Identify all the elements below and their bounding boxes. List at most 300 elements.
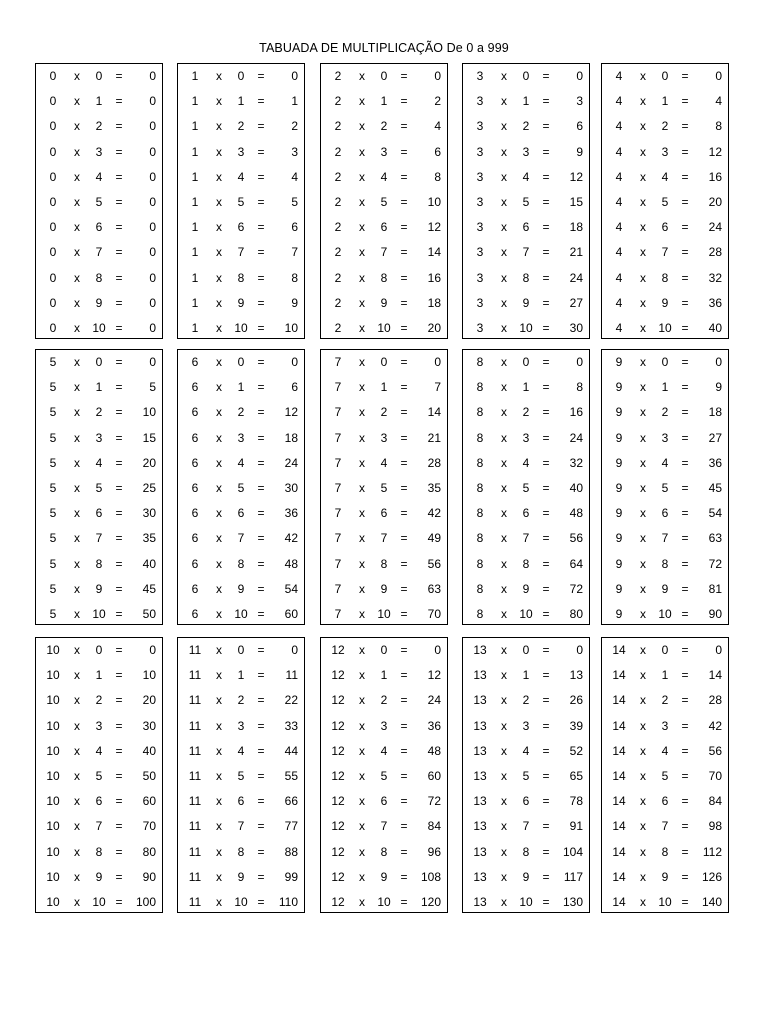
multiplicand: 5 bbox=[49, 506, 57, 521]
times-sign: x bbox=[74, 844, 80, 859]
times-sign: x bbox=[359, 556, 365, 571]
multiplication-table bbox=[35, 63, 163, 339]
equals-sign: = bbox=[400, 321, 408, 335]
equals-sign: = bbox=[681, 819, 689, 834]
table-row bbox=[36, 793, 164, 809]
multiplier: 4 bbox=[237, 743, 245, 758]
product-result: 72 bbox=[708, 556, 722, 571]
product-result: 0 bbox=[149, 270, 156, 285]
multiplicand: 13 bbox=[473, 643, 487, 657]
equals-sign: = bbox=[542, 94, 550, 109]
equals-sign: = bbox=[400, 895, 408, 909]
equals-sign: = bbox=[257, 607, 265, 621]
multiplicand: 2 bbox=[334, 270, 342, 285]
multiplicand: 12 bbox=[331, 643, 345, 657]
multiplier: 0 bbox=[237, 355, 245, 369]
multiplicand: 12 bbox=[331, 769, 345, 783]
equals-sign: = bbox=[257, 380, 265, 395]
multiplier: 0 bbox=[661, 69, 669, 83]
equals-sign: = bbox=[115, 869, 123, 884]
product-result: 56 bbox=[569, 531, 583, 546]
multiplicand: 6 bbox=[191, 556, 199, 571]
multiplier: 5 bbox=[522, 481, 530, 495]
table-row bbox=[463, 818, 591, 834]
times-sign: x bbox=[640, 295, 646, 310]
equals-sign: = bbox=[257, 643, 265, 657]
times-sign: x bbox=[74, 195, 80, 209]
multiplicand: 13 bbox=[473, 743, 487, 758]
product-result: 18 bbox=[569, 220, 583, 235]
multiplier: 0 bbox=[380, 643, 388, 657]
equals-sign: = bbox=[681, 295, 689, 310]
table-row bbox=[178, 118, 306, 134]
times-sign: x bbox=[74, 607, 80, 621]
table-row bbox=[36, 556, 164, 572]
multiplicand: 12 bbox=[331, 718, 345, 733]
multiplicand: 9 bbox=[615, 607, 623, 621]
page-title: TABUADA DE MULTIPLICAÇÃO De 0 a 999 bbox=[259, 41, 509, 55]
equals-sign: = bbox=[400, 869, 408, 884]
times-sign: x bbox=[501, 119, 507, 134]
equals-sign: = bbox=[257, 195, 265, 209]
table-row bbox=[602, 894, 730, 910]
multiplicand: 1 bbox=[191, 270, 199, 285]
multiplier: 7 bbox=[95, 245, 103, 260]
times-sign: x bbox=[74, 245, 80, 260]
multiplicand: 9 bbox=[615, 506, 623, 521]
times-sign: x bbox=[359, 119, 365, 134]
equals-sign: = bbox=[257, 556, 265, 571]
times-sign: x bbox=[501, 69, 507, 83]
table-row bbox=[463, 144, 591, 160]
multiplier: 10 bbox=[658, 895, 672, 909]
times-sign: x bbox=[640, 405, 646, 420]
equals-sign: = bbox=[257, 794, 265, 809]
table-row bbox=[321, 404, 449, 420]
multiplier: 1 bbox=[237, 380, 245, 395]
equals-sign: = bbox=[542, 295, 550, 310]
multiplier: 9 bbox=[380, 869, 388, 884]
equals-sign: = bbox=[115, 895, 123, 909]
product-result: 70 bbox=[427, 607, 441, 621]
product-result: 32 bbox=[569, 455, 583, 470]
product-result: 14 bbox=[708, 668, 722, 683]
multiplicand: 6 bbox=[191, 607, 199, 621]
multiplier: 4 bbox=[522, 169, 530, 184]
times-sign: x bbox=[216, 355, 222, 369]
times-sign: x bbox=[216, 693, 222, 708]
multiplier: 10 bbox=[92, 321, 106, 335]
equals-sign: = bbox=[257, 355, 265, 369]
multiplicand: 13 bbox=[473, 869, 487, 884]
equals-sign: = bbox=[400, 94, 408, 109]
table-row bbox=[178, 455, 306, 471]
times-sign: x bbox=[216, 895, 222, 909]
multiplicand: 11 bbox=[188, 844, 202, 859]
product-result: 20 bbox=[427, 321, 441, 335]
times-sign: x bbox=[74, 769, 80, 783]
times-sign: x bbox=[216, 455, 222, 470]
times-sign: x bbox=[359, 69, 365, 83]
product-result: 84 bbox=[708, 794, 722, 809]
multiplicand: 9 bbox=[615, 380, 623, 395]
multiplication-table bbox=[177, 63, 305, 339]
equals-sign: = bbox=[257, 844, 265, 859]
times-sign: x bbox=[359, 869, 365, 884]
equals-sign: = bbox=[681, 195, 689, 209]
table-row bbox=[602, 869, 730, 885]
multiplicand: 14 bbox=[612, 643, 626, 657]
equals-sign: = bbox=[400, 794, 408, 809]
table-row bbox=[321, 581, 449, 597]
equals-sign: = bbox=[400, 743, 408, 758]
multiplier: 1 bbox=[661, 668, 669, 683]
table-row bbox=[321, 379, 449, 395]
multiplier: 2 bbox=[522, 693, 530, 708]
product-result: 70 bbox=[708, 769, 722, 783]
times-sign: x bbox=[359, 607, 365, 621]
equals-sign: = bbox=[681, 144, 689, 159]
times-sign: x bbox=[640, 693, 646, 708]
times-sign: x bbox=[640, 119, 646, 134]
table-row bbox=[321, 718, 449, 734]
times-sign: x bbox=[74, 895, 80, 909]
table-row bbox=[321, 505, 449, 521]
multiplier: 6 bbox=[95, 794, 103, 809]
product-result: 7 bbox=[434, 380, 441, 395]
table-row bbox=[463, 244, 591, 260]
multiplier: 1 bbox=[237, 668, 245, 683]
product-result: 45 bbox=[708, 481, 722, 495]
product-result: 63 bbox=[427, 581, 441, 596]
multiplicand: 0 bbox=[49, 220, 57, 235]
times-sign: x bbox=[359, 743, 365, 758]
table-row bbox=[602, 793, 730, 809]
equals-sign: = bbox=[115, 380, 123, 395]
times-sign: x bbox=[216, 270, 222, 285]
times-sign: x bbox=[501, 405, 507, 420]
multiplier: 4 bbox=[522, 743, 530, 758]
table-row bbox=[178, 379, 306, 395]
product-result: 99 bbox=[284, 869, 298, 884]
multiplier: 3 bbox=[237, 430, 245, 445]
times-sign: x bbox=[359, 455, 365, 470]
multiplicand: 10 bbox=[46, 643, 60, 657]
multiplicand: 10 bbox=[46, 895, 60, 909]
table-row bbox=[463, 844, 591, 860]
multiplicand: 13 bbox=[473, 794, 487, 809]
equals-sign: = bbox=[115, 607, 123, 621]
equals-sign: = bbox=[257, 270, 265, 285]
product-result: 20 bbox=[142, 455, 156, 470]
multiplier: 4 bbox=[380, 743, 388, 758]
table-row bbox=[602, 68, 730, 84]
table-row bbox=[321, 844, 449, 860]
times-sign: x bbox=[216, 144, 222, 159]
equals-sign: = bbox=[542, 506, 550, 521]
table-row bbox=[36, 118, 164, 134]
multiplicand: 12 bbox=[331, 794, 345, 809]
table-row bbox=[36, 480, 164, 496]
product-result: 16 bbox=[569, 405, 583, 420]
product-result: 65 bbox=[569, 769, 583, 783]
product-result: 126 bbox=[701, 869, 722, 884]
product-result: 60 bbox=[427, 769, 441, 783]
product-result: 0 bbox=[291, 643, 298, 657]
times-sign: x bbox=[216, 69, 222, 83]
equals-sign: = bbox=[542, 794, 550, 809]
multiplicand: 7 bbox=[334, 430, 342, 445]
table-row bbox=[178, 793, 306, 809]
multiplicand: 13 bbox=[473, 693, 487, 708]
table-row bbox=[321, 118, 449, 134]
product-result: 0 bbox=[576, 355, 583, 369]
multiplicand: 0 bbox=[49, 245, 57, 260]
equals-sign: = bbox=[681, 581, 689, 596]
times-sign: x bbox=[359, 295, 365, 310]
times-sign: x bbox=[501, 819, 507, 834]
equals-sign: = bbox=[400, 169, 408, 184]
product-result: 91 bbox=[569, 819, 583, 834]
table-row bbox=[602, 480, 730, 496]
times-sign: x bbox=[501, 581, 507, 596]
multiplier: 3 bbox=[95, 718, 103, 733]
table-row bbox=[36, 169, 164, 185]
product-result: 112 bbox=[702, 844, 722, 859]
multiplicand: 8 bbox=[476, 455, 484, 470]
multiplicand: 0 bbox=[49, 195, 57, 209]
multiplicand: 12 bbox=[331, 844, 345, 859]
times-sign: x bbox=[74, 506, 80, 521]
times-sign: x bbox=[74, 94, 80, 109]
multiplicand: 8 bbox=[476, 430, 484, 445]
times-sign: x bbox=[640, 643, 646, 657]
multiplicand: 11 bbox=[188, 643, 202, 657]
equals-sign: = bbox=[257, 94, 265, 109]
times-sign: x bbox=[216, 430, 222, 445]
times-sign: x bbox=[501, 607, 507, 621]
product-result: 90 bbox=[142, 869, 156, 884]
table-row bbox=[178, 581, 306, 597]
multiplicand: 10 bbox=[46, 844, 60, 859]
times-sign: x bbox=[640, 355, 646, 369]
product-result: 40 bbox=[708, 321, 722, 335]
product-result: 24 bbox=[427, 693, 441, 708]
multiplier: 1 bbox=[661, 94, 669, 109]
multiplicand: 10 bbox=[46, 743, 60, 758]
equals-sign: = bbox=[542, 718, 550, 733]
multiplier: 9 bbox=[95, 581, 103, 596]
equals-sign: = bbox=[542, 455, 550, 470]
equals-sign: = bbox=[542, 531, 550, 546]
equals-sign: = bbox=[542, 169, 550, 184]
product-result: 6 bbox=[434, 144, 441, 159]
product-result: 30 bbox=[284, 481, 298, 495]
table-row bbox=[463, 869, 591, 885]
product-result: 18 bbox=[284, 430, 298, 445]
multiplicand: 1 bbox=[191, 195, 199, 209]
equals-sign: = bbox=[681, 643, 689, 657]
product-result: 10 bbox=[427, 195, 441, 209]
equals-sign: = bbox=[681, 220, 689, 235]
table-row bbox=[321, 606, 449, 622]
product-result: 130 bbox=[562, 895, 583, 909]
times-sign: x bbox=[216, 581, 222, 596]
multiplier: 2 bbox=[661, 693, 669, 708]
times-sign: x bbox=[640, 169, 646, 184]
times-sign: x bbox=[74, 119, 80, 134]
multiplicand: 13 bbox=[473, 668, 487, 683]
times-sign: x bbox=[359, 895, 365, 909]
multiplicand: 14 bbox=[612, 743, 626, 758]
multiplicand: 0 bbox=[49, 94, 57, 109]
multiplicand: 3 bbox=[476, 270, 484, 285]
equals-sign: = bbox=[115, 169, 123, 184]
times-sign: x bbox=[74, 693, 80, 708]
equals-sign: = bbox=[115, 668, 123, 683]
product-result: 28 bbox=[708, 245, 722, 260]
equals-sign: = bbox=[681, 794, 689, 809]
multiplier: 3 bbox=[522, 144, 530, 159]
equals-sign: = bbox=[115, 643, 123, 657]
equals-sign: = bbox=[542, 481, 550, 495]
times-sign: x bbox=[216, 668, 222, 683]
product-result: 30 bbox=[142, 718, 156, 733]
multiplier: 0 bbox=[661, 355, 669, 369]
product-result: 0 bbox=[434, 69, 441, 83]
multiplicand: 11 bbox=[188, 668, 202, 683]
multiplier: 5 bbox=[95, 481, 103, 495]
table-row bbox=[321, 244, 449, 260]
equals-sign: = bbox=[115, 220, 123, 235]
multiplier: 5 bbox=[661, 481, 669, 495]
multiplicand: 9 bbox=[615, 581, 623, 596]
times-sign: x bbox=[359, 769, 365, 783]
multiplicand: 10 bbox=[46, 718, 60, 733]
multiplication-table bbox=[462, 63, 590, 339]
multiplier: 6 bbox=[237, 220, 245, 235]
multiplicand: 9 bbox=[615, 531, 623, 546]
equals-sign: = bbox=[400, 693, 408, 708]
times-sign: x bbox=[74, 643, 80, 657]
times-sign: x bbox=[359, 819, 365, 834]
times-sign: x bbox=[74, 430, 80, 445]
equals-sign: = bbox=[115, 245, 123, 260]
table-row bbox=[602, 606, 730, 622]
product-result: 12 bbox=[569, 169, 583, 184]
multiplicand: 9 bbox=[615, 405, 623, 420]
multiplier: 8 bbox=[95, 556, 103, 571]
multiplier: 0 bbox=[237, 69, 245, 83]
times-sign: x bbox=[501, 430, 507, 445]
multiplier: 4 bbox=[522, 455, 530, 470]
equals-sign: = bbox=[400, 144, 408, 159]
product-result: 80 bbox=[142, 844, 156, 859]
times-sign: x bbox=[501, 455, 507, 470]
multiplicand: 2 bbox=[334, 220, 342, 235]
multiplicand: 0 bbox=[49, 119, 57, 134]
table-row bbox=[36, 718, 164, 734]
product-result: 0 bbox=[715, 355, 722, 369]
multiplication-table bbox=[35, 349, 163, 625]
multiplication-table bbox=[601, 63, 729, 339]
table-row bbox=[321, 320, 449, 336]
equals-sign: = bbox=[681, 769, 689, 783]
table-row bbox=[178, 692, 306, 708]
multiplication-table bbox=[177, 637, 305, 913]
multiplier: 4 bbox=[95, 743, 103, 758]
product-result: 55 bbox=[284, 769, 298, 783]
table-row bbox=[36, 320, 164, 336]
multiplier: 2 bbox=[237, 119, 245, 134]
equals-sign: = bbox=[400, 295, 408, 310]
table-row bbox=[36, 354, 164, 370]
multiplier: 9 bbox=[237, 581, 245, 596]
product-result: 60 bbox=[142, 794, 156, 809]
multiplier: 8 bbox=[522, 556, 530, 571]
multiplicand: 6 bbox=[191, 506, 199, 521]
product-result: 14 bbox=[427, 405, 441, 420]
table-row bbox=[178, 844, 306, 860]
table-row bbox=[178, 68, 306, 84]
times-sign: x bbox=[74, 144, 80, 159]
table-row bbox=[321, 430, 449, 446]
table-row bbox=[602, 194, 730, 210]
times-sign: x bbox=[359, 693, 365, 708]
multiplicand: 2 bbox=[334, 119, 342, 134]
table-row bbox=[178, 505, 306, 521]
product-result: 36 bbox=[708, 295, 722, 310]
multiplier: 6 bbox=[237, 794, 245, 809]
multiplier: 2 bbox=[237, 693, 245, 708]
times-sign: x bbox=[359, 220, 365, 235]
multiplicand: 5 bbox=[49, 607, 57, 621]
multiplier: 4 bbox=[661, 169, 669, 184]
product-result: 6 bbox=[576, 119, 583, 134]
equals-sign: = bbox=[257, 718, 265, 733]
times-sign: x bbox=[74, 668, 80, 683]
multiplicand: 14 bbox=[612, 794, 626, 809]
multiplier: 10 bbox=[377, 607, 391, 621]
product-result: 56 bbox=[427, 556, 441, 571]
multiplicand: 8 bbox=[476, 380, 484, 395]
multiplicand: 4 bbox=[615, 195, 623, 209]
multiplicand: 0 bbox=[49, 270, 57, 285]
equals-sign: = bbox=[257, 693, 265, 708]
times-sign: x bbox=[501, 531, 507, 546]
product-result: 108 bbox=[420, 869, 441, 884]
table-row bbox=[321, 556, 449, 572]
times-sign: x bbox=[359, 405, 365, 420]
multiplicand: 0 bbox=[49, 321, 57, 335]
table-row bbox=[321, 743, 449, 759]
multiplier: 1 bbox=[95, 380, 103, 395]
multiplier: 1 bbox=[95, 668, 103, 683]
multiplier: 5 bbox=[380, 195, 388, 209]
product-result: 22 bbox=[284, 693, 298, 708]
times-sign: x bbox=[640, 556, 646, 571]
multiplicand: 8 bbox=[476, 556, 484, 571]
multiplicand: 10 bbox=[46, 869, 60, 884]
multiplicand: 7 bbox=[334, 355, 342, 369]
table-row bbox=[36, 844, 164, 860]
table-row bbox=[178, 869, 306, 885]
equals-sign: = bbox=[257, 455, 265, 470]
table-row bbox=[463, 793, 591, 809]
equals-sign: = bbox=[681, 607, 689, 621]
table-row bbox=[321, 354, 449, 370]
multiplier: 8 bbox=[522, 270, 530, 285]
